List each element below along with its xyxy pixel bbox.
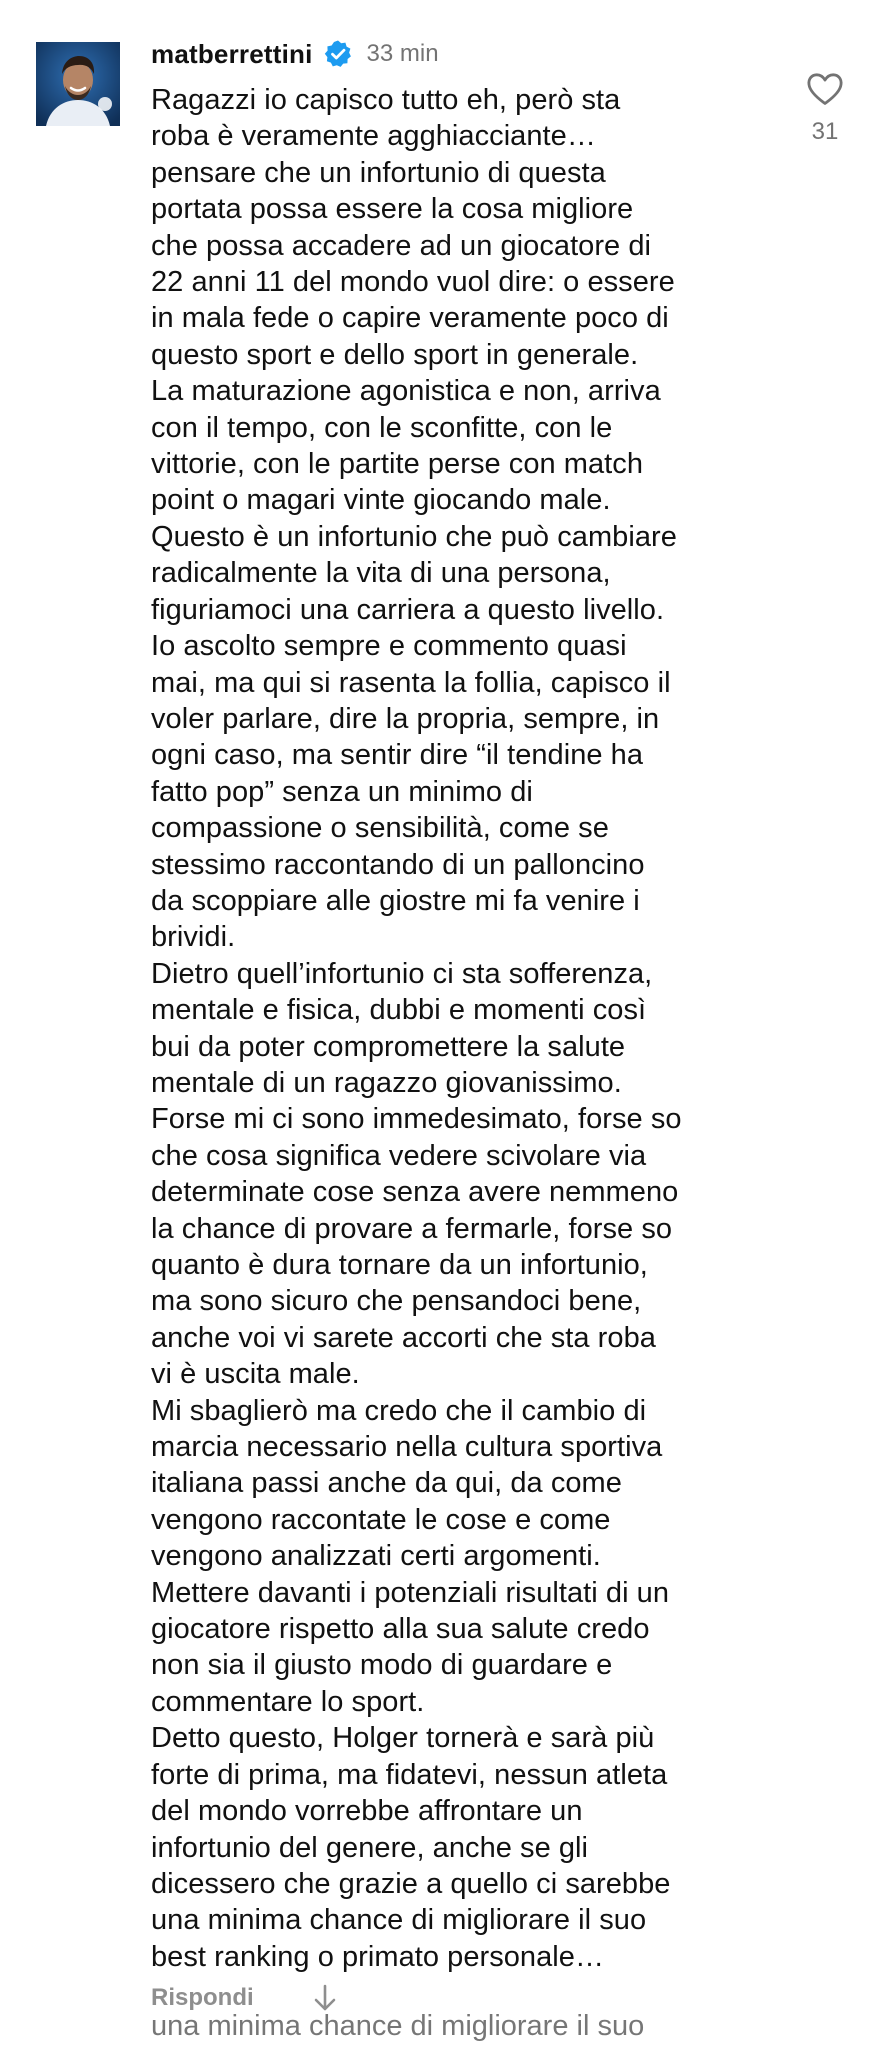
comment-body: Ragazzi io capisco tutto eh, però sta roba è veramente agghiacciante… pensare che un infortunio di questa portata possa essere la cosa migliore che possa accadere ad un giocatore di 22 anni 11 del mondo vuol dire: o essere in mala fede o capire veramente poco di questo sport e dello sport in generale. La maturazione agonistica e non, arriva con il tempo, con le sconfitte, con le vittorie, con le partite perse con match point o magari vinte giocando male. Questo è un infortunio che può cambiare radicalmente la vita di una persona, figuriamoci una carriera a questo livello. Io ascolto sempre e commento quasi mai, ma qui si rasenta la follia, capisco il voler parlare, dire la propria, sempre, in ogni caso, ma sentir dire “il tendine ha fatto pop” senza un minimo di compassione o sensibilità, come se stessimo raccontando di un palloncino da scoppiare alle giostre mi fa venire i brividi. Dietro quell’infortunio ci sta sofferenza, mentale e fisica, dubbi e momenti così bui da poter compromettere la salute mentale di un ragazzo giovanissimo. Forse mi ci sono immedesimato, forse so che cosa significa vedere scivolare via determinate cose senza avere nemmeno la chance di provare a fermarle, forse so quanto è dura tornare da un infortunio, ma sono sicuro che pensandoci bene, anche voi vi sarete accorti che sta roba vi è uscita male. Mi sbaglierò ma credo che il cambio di marcia necessario nella cultura sportiva italiana passi anche da qui, da come vengono raccontate le cose e come vengono analizzati certi argomenti. Mettere davanti i potenziali risultati di un giocatore rispetto alla sua salute credo non sia il giusto modo di guardare e commentare lo sport. Detto questo, Holger tornerà e sarà più forte di prima, ma fidatevi, nessun atleta del mondo vorrebbe affrontare un infortunio del genere, anche se gli dicessero che grazie a quello ci sarebbe una minima chance di migliorare il suo best ranking o primato personale… <box>151 84 682 1973</box>
comment-header <box>151 36 439 72</box>
like-count: 31 <box>811 118 839 145</box>
verified-badge-icon <box>323 39 353 69</box>
heart-outline-icon[interactable] <box>806 72 844 106</box>
next-comment-peek <box>151 2010 761 2048</box>
username[interactable]: matberrettini <box>151 38 313 69</box>
reply-button[interactable]: Rispondi <box>151 1984 254 2011</box>
next-comment-peek-text: una minima chance di migliorare il suo <box>151 2010 645 2042</box>
comment-time: 33 min <box>366 40 439 67</box>
like-button[interactable] <box>800 72 850 152</box>
avatar[interactable] <box>36 42 120 126</box>
